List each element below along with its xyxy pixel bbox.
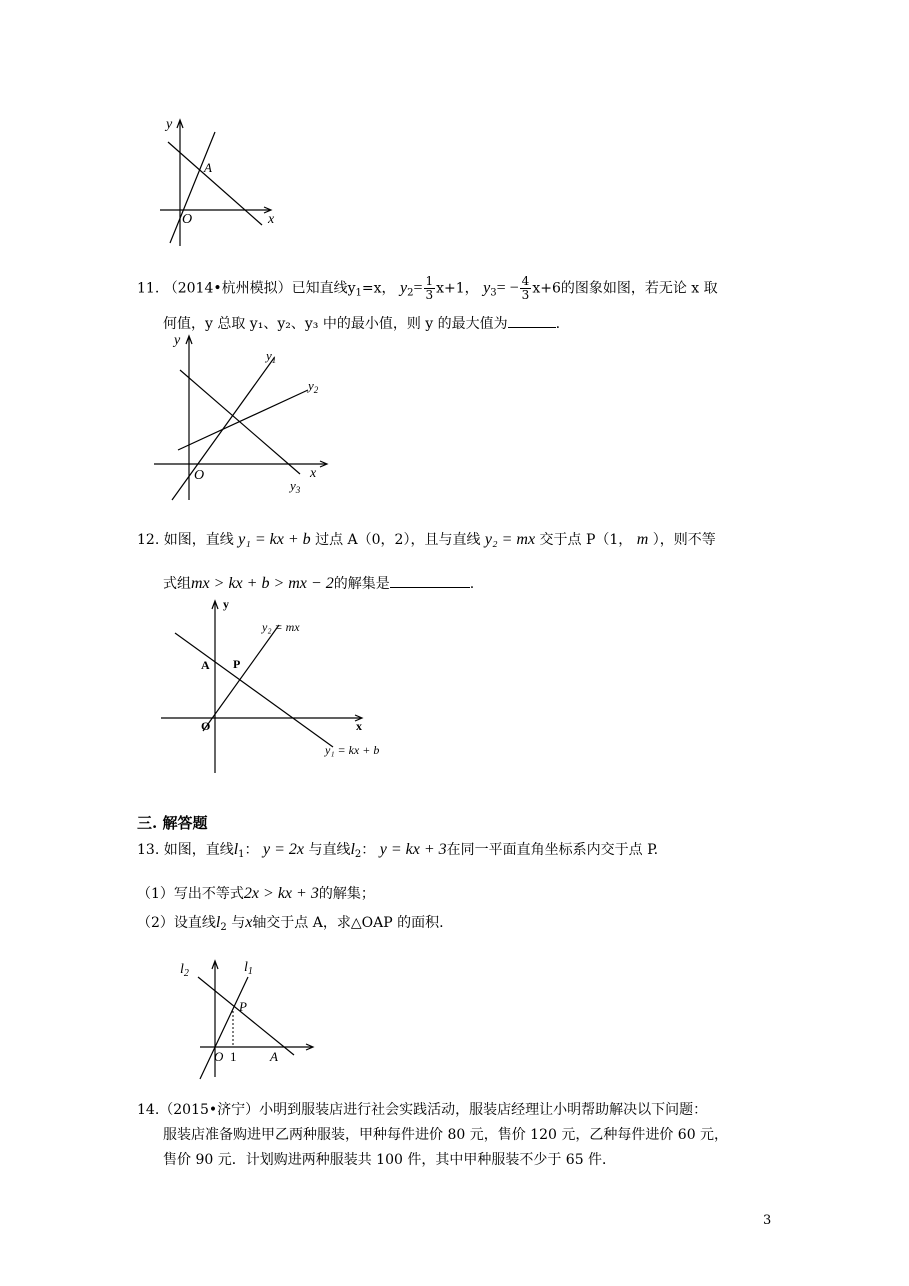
- q12-figure: [155, 597, 405, 777]
- q12-answer-blank[interactable]: [390, 573, 470, 588]
- origin-label: O: [182, 212, 193, 227]
- label-y2: $y_2$: [308, 378, 319, 395]
- line-y2: [178, 390, 308, 450]
- q11-line1: 11. （2014•杭州模拟）已知直线$y_1=x$， $y_2=$ $\frac{1}{3}$ x+1， $y_3=$ − $\frac{4}{3}$ x+6的图象如图，若无论 x 取: [137, 274, 718, 302]
- line-y1-kx-b: [175, 633, 333, 747]
- label-y2-mx: y₂ = mx: [262, 620, 300, 634]
- x-axis-label: x: [356, 719, 362, 733]
- origin-label: O: [201, 719, 211, 733]
- q11-line2: 何值，y 总取 y₁、y₂、y₃ 中的最小值，则 y 的最大值为 .: [163, 313, 560, 334]
- label-y3: $y_3$: [290, 478, 301, 495]
- q14-line3: 售价 90 元．计划购进两种服装共 100 件，其中甲种服装不少于 65 件．: [163, 1152, 617, 1168]
- q11-source: （2014•杭州模拟）已知直线y: [163, 280, 356, 297]
- q14-line2: 服装店准备购进甲乙两种服装，甲种每件进价 80 元，售价 120 元，乙种每件进价 60 元，: [163, 1127, 729, 1143]
- origin-label: O: [194, 468, 205, 483]
- q11-number: 11.: [137, 280, 160, 297]
- label-l1: $l_1$: [244, 960, 253, 977]
- label-y1: $y_1$: [266, 348, 277, 365]
- y-axis-label: y: [223, 597, 229, 611]
- q14-line1: 14.（2015•济宁）小明到服装店进行社会实践活动，服装店经理让小明帮助解决以下问题：: [137, 1102, 708, 1118]
- q13-eq1: y = 2x: [263, 841, 304, 858]
- q12-eq1: y₁ = kx + b: [238, 531, 311, 548]
- q12-number: 12.: [137, 532, 160, 548]
- section-heading: 三. 解答题: [137, 814, 208, 832]
- q14-number: 14.: [137, 1102, 160, 1118]
- q13-inequality: 2x > kx + 3: [243, 885, 319, 902]
- q13-eq2: y = kx + 3: [379, 841, 447, 858]
- q13-part2: （2）设直线$l_2$ 与x轴交于点 A，求△OAP 的面积.: [137, 914, 444, 933]
- line-l1: [200, 977, 248, 1079]
- q12-line1: 12. 如图，直线 y₁ = kx + b 过点 A（0，2），且与直线 y₂ = mx 交于点 P（1， m ），则不等: [137, 531, 716, 548]
- q13-line1: 13. 如图，直线$l_1$： y = 2x 与直线$l_2$： y = kx + 3在同一平面直角坐标系内交于点 P.: [137, 841, 659, 860]
- q10-figure: [150, 110, 290, 250]
- x-label: x: [268, 212, 275, 227]
- q13-figure: [170, 955, 330, 1085]
- point-a-label: A: [270, 1049, 278, 1064]
- tick-1-label: 1: [230, 1049, 237, 1064]
- q11-fraction-4-3: $\frac{4}{3}$: [521, 274, 530, 302]
- q11-figure: [150, 330, 340, 505]
- point-p-label: P: [239, 999, 247, 1014]
- q12-inequality: mx > kx + b > mx − 2: [191, 575, 334, 592]
- point-p-label: P: [233, 657, 241, 671]
- y-axis-label: y: [174, 333, 181, 348]
- q11-answer-blank[interactable]: [508, 313, 556, 328]
- q12-eq2: y₂ = mx: [484, 531, 536, 548]
- page-number: 3: [763, 1213, 772, 1228]
- x-axis-label: x: [310, 466, 317, 481]
- line-rising: [170, 132, 215, 243]
- line-y3: [180, 370, 300, 474]
- q12-line2: 式组mx > kx + b > mx − 2的解集是 .: [163, 575, 475, 592]
- point-a-label: A: [201, 658, 210, 672]
- q11-fraction-1-3: $\frac{1}{3}$: [425, 274, 434, 302]
- origin-label: O: [214, 1049, 224, 1064]
- point-a-label: A: [204, 160, 212, 175]
- y-label: y: [166, 117, 173, 132]
- q13-part1: （1）写出不等式2x > kx + 3的解集；: [137, 885, 375, 902]
- line-l2: [198, 977, 294, 1055]
- q13-number: 13.: [137, 842, 160, 858]
- label-y1-kx-b: y₁ = kx + b: [325, 743, 380, 757]
- line-y2-mx: [203, 625, 279, 731]
- label-l2: $l_2$: [180, 962, 189, 979]
